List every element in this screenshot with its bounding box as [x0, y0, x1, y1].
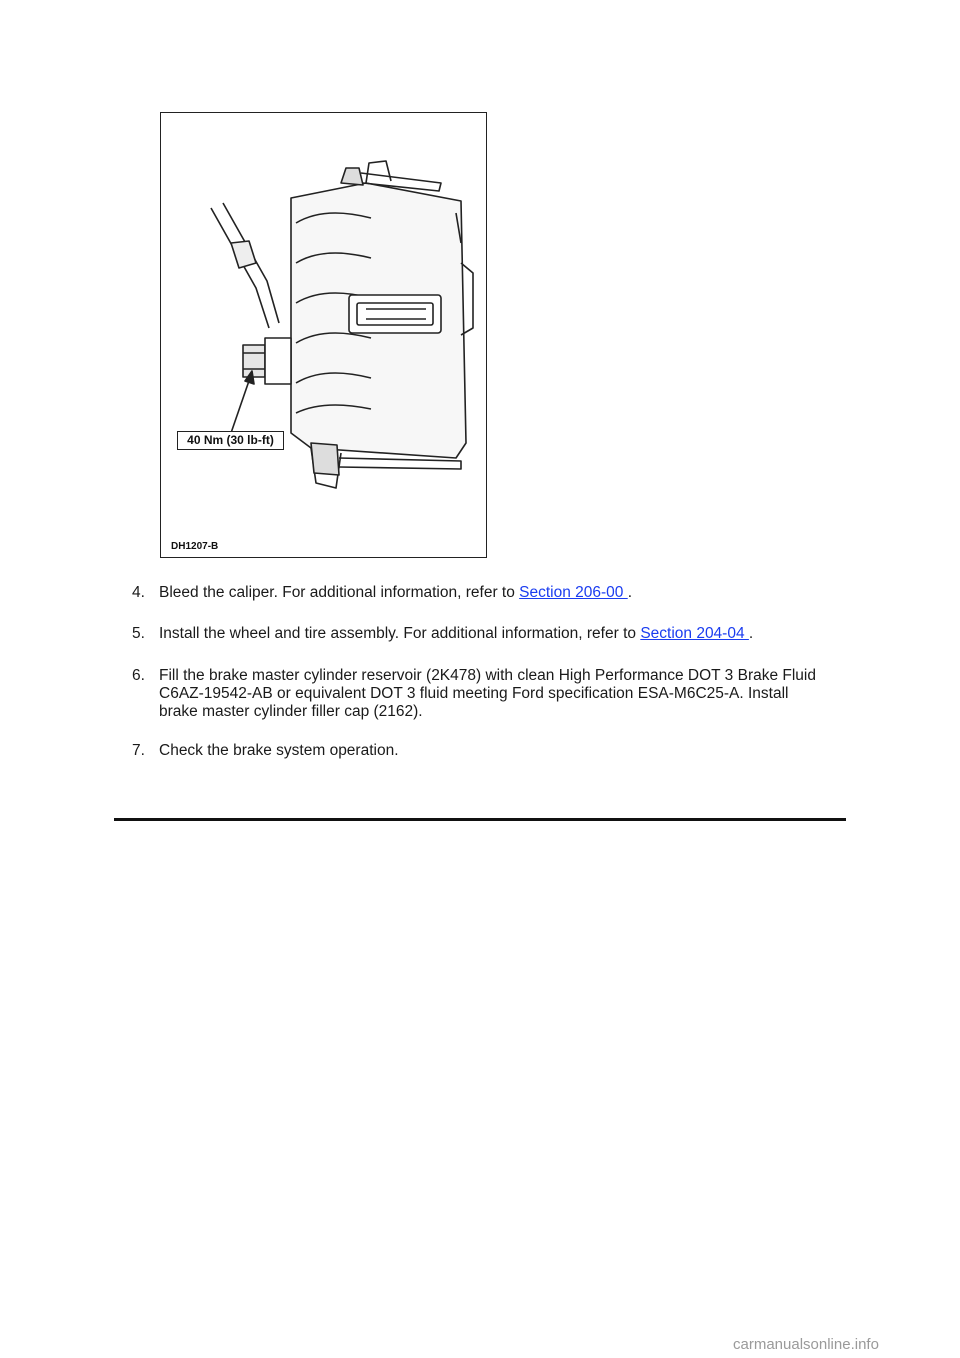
- step-text: Check the brake system operation.: [159, 742, 399, 759]
- step-number: 7.: [132, 742, 145, 759]
- step-text: Install the wheel and tire assembly. For additional information, refer to: [159, 625, 641, 642]
- figure-id: DH1207-B: [171, 541, 219, 552]
- section-204-04-link[interactable]: Section 204-04: [640, 625, 749, 642]
- caliper-drawing: [161, 113, 488, 559]
- step-number: 4.: [132, 584, 145, 601]
- step-number: 5.: [132, 625, 145, 642]
- section-206-00-link[interactable]: Section 206-00: [519, 584, 628, 601]
- step-number: 6.: [132, 667, 145, 684]
- step-text-line: Fill the brake master cylinder reservoir (2K478) with clean High Performance DOT 3 Brake Fluid: [159, 667, 816, 684]
- step-text-line: C6AZ-19542-AB or equivalent DOT 3 fluid meeting Ford specification ESA-M6C25-A. Install: [159, 685, 789, 702]
- caliper-illustration: [160, 112, 487, 558]
- section-divider: [114, 818, 846, 821]
- step-text-line: brake master cylinder filler cap (2162).: [159, 703, 423, 720]
- step-punctuation: .: [627, 584, 633, 601]
- torque-spec-label: 40 Nm (30 lb-ft): [177, 431, 284, 450]
- watermark: carmanualsonline.info: [733, 1336, 879, 1353]
- step-punctuation: .: [748, 625, 754, 642]
- step-text: Bleed the caliper. For additional information, refer to: [159, 584, 520, 601]
